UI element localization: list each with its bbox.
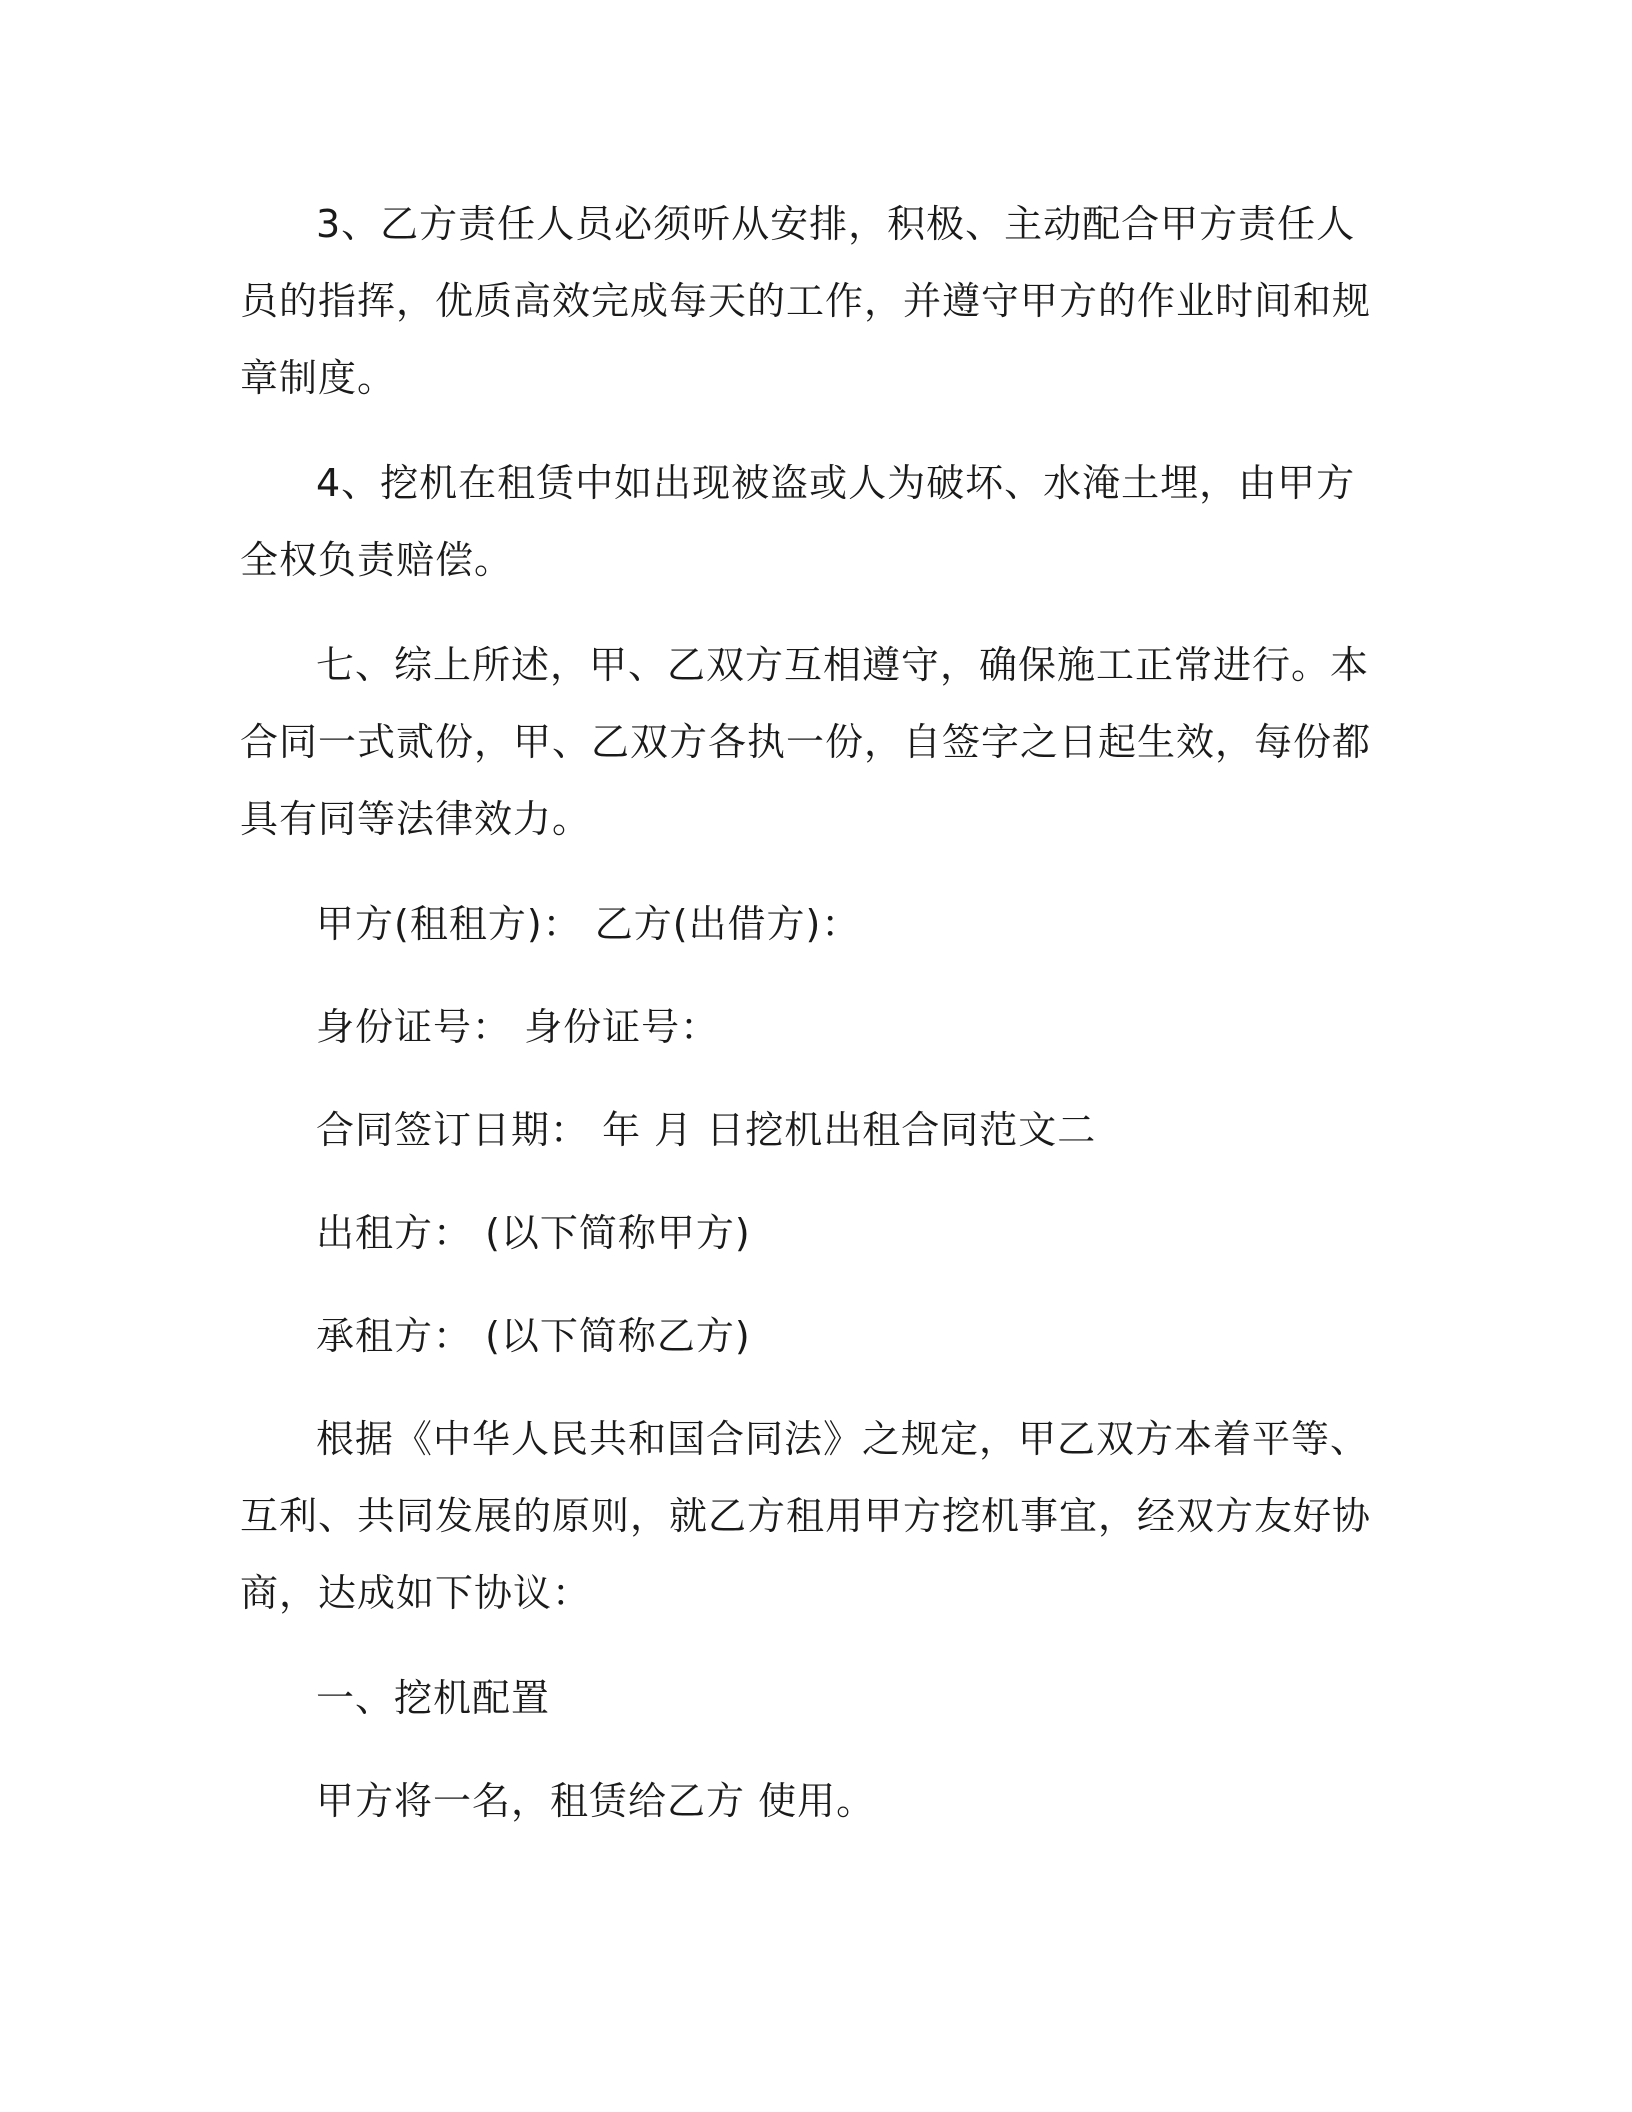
signature-parties-line: 甲方(租租方)： 乙方(出借方)： xyxy=(316,902,861,946)
document-body xyxy=(240,186,1390,1866)
section-heading-excavator-config: 一、挖机配置 xyxy=(316,1676,551,1720)
paragraph-lease-statement: 甲方将一名，租赁给乙方 使用。 xyxy=(316,1779,876,1823)
paragraph-clause-4: 4、挖机在租赁中如出现被盗或人为破坏、水淹土埋，由甲方全权负责赔偿。 xyxy=(240,461,1356,582)
id-number-line: 身份证号： 身份证号： xyxy=(316,1005,720,1049)
paragraph-clause-3: 3、乙方责任人员必须听从安排，积极、主动配合甲方责任人员的指挥，优质高效完成每天的工作，并遵守甲方的作业时间和规章制度。 xyxy=(240,202,1372,400)
paragraph-preamble: 根据《中华人民共和国合同法》之规定，甲乙双方本着平等、互利、共同发展的原则，就乙方租用甲方挖机事宜，经双方友好协商，达成如下协议： xyxy=(240,1417,1372,1615)
contract-date-line: 合同签订日期： 年 月 日挖机出租合同范文二 xyxy=(316,1108,1097,1152)
lessee-line: 承租方： (以下简称乙方) xyxy=(316,1314,751,1358)
paragraph-section-7: 七、综上所述，甲、乙双方互相遵守，确保施工正常进行。本合同一式贰份，甲、乙双方各执一份，自签字之日起生效，每份都具有同等法律效力。 xyxy=(240,643,1372,841)
lessor-line: 出租方： (以下简称甲方) xyxy=(316,1211,751,1255)
